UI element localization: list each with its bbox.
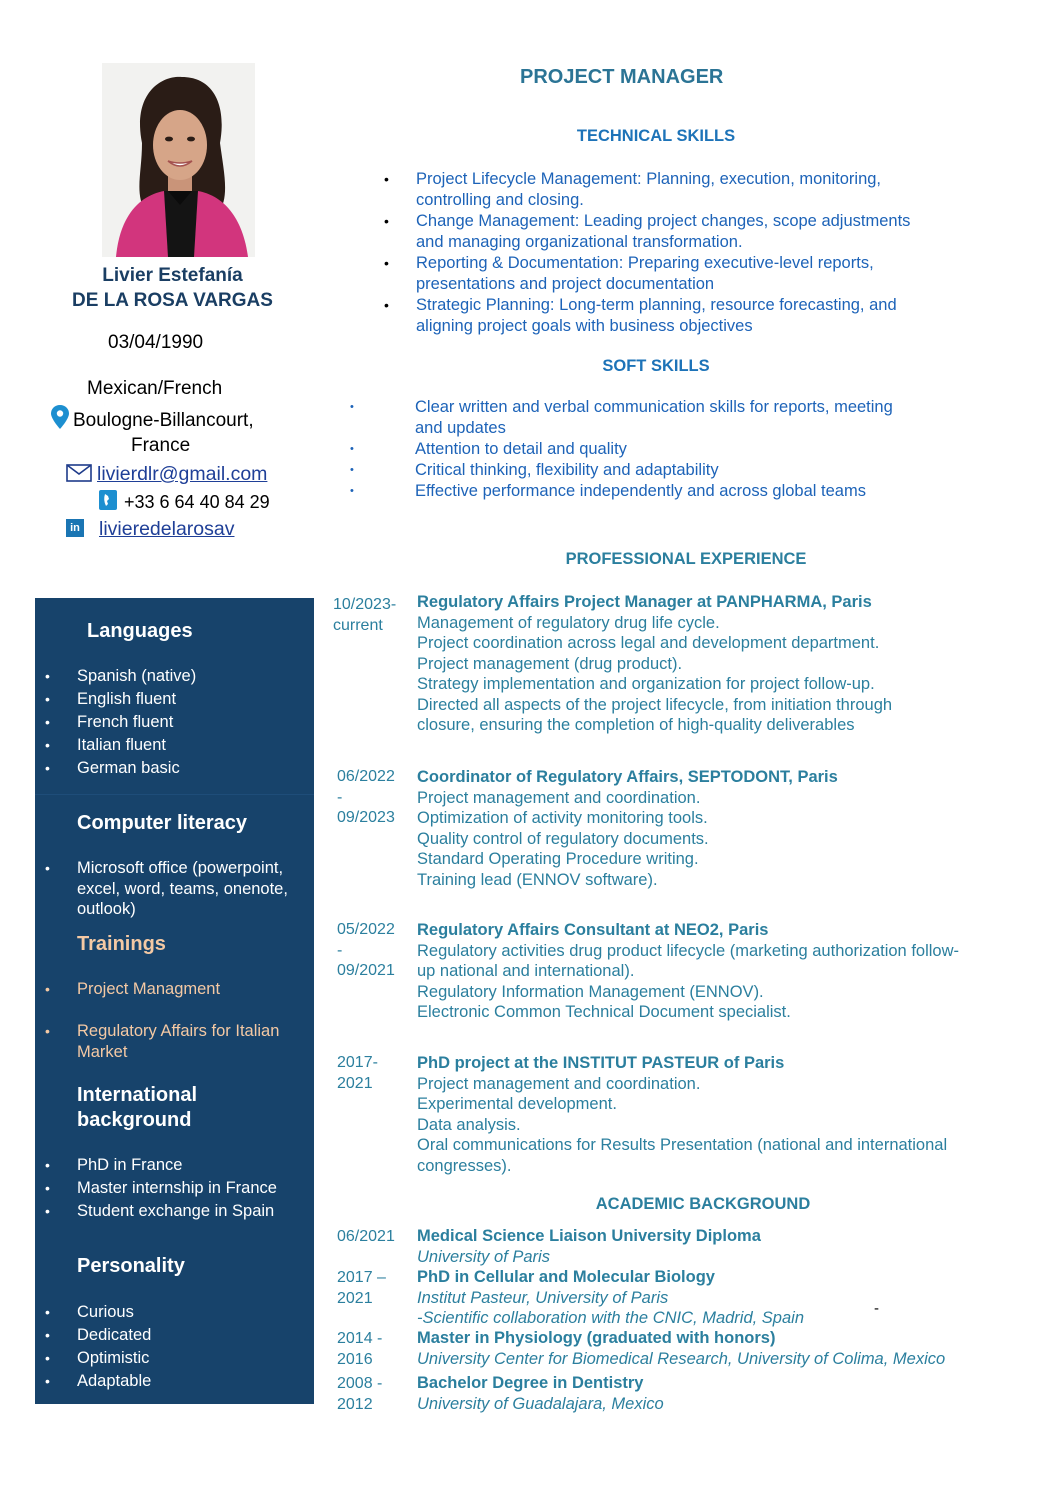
list-item: • Spanish (native) [35,665,314,688]
international-list [35,1154,314,1223]
academic-entry [417,1267,1007,1329]
list-item: • English fluent [35,688,314,711]
academic-line: University Center for Biomedical Research, University of Colima, Mexico [417,1349,946,1368]
date-line: 2017- [337,1054,378,1071]
bullet: • [384,297,389,313]
date-line: 2021 [337,1290,373,1307]
stray-mark: - [874,1300,879,1317]
list-item [382,211,972,253]
experience-entry [417,920,1007,1023]
academic-title: Medical Science Liaison University Diploma [417,1227,761,1245]
experience-line: Quality control of regulatory documents. [417,829,709,848]
list-item [382,169,972,211]
linkedin-link[interactable]: livieredelarosav [99,518,235,540]
phone-number: +33 6 64 40 84 29 [124,492,270,512]
sidebar [35,598,314,1404]
experience-line: Regulatory activities drug product lifecycle (marketing authorization follow- [417,941,959,960]
list-item: • French fluent [35,711,314,734]
list-item-line: excel, word, teams, onenote, [77,879,288,898]
list-item: • Master internship in France [35,1177,314,1200]
date-line: 06/2022 [337,768,395,785]
academic-title: PhD in Cellular and Molecular Biology [417,1268,715,1286]
last-name: DE LA ROSA VARGAS [72,290,273,311]
date-line: 2021 [337,1074,373,1092]
date-line: 2016 [337,1351,373,1368]
list-item [350,439,990,460]
list-item-line: controlling and closing. [416,191,584,209]
experience-date [337,1053,378,1094]
first-name: Livier Estefanía [102,265,243,286]
list-item-line: Reporting & Documentation: Preparing executive-level reports, [416,254,874,272]
list-item-line: and updates [415,419,506,437]
experience-line: Project management and coordination. [417,788,701,807]
experience-entry [417,767,1007,890]
date-line: 2008 - [337,1375,383,1392]
bullet: • [350,401,354,413]
date-line: 09/2023 [337,809,395,826]
list-item [35,1021,314,1062]
date-line: 2012 [337,1396,373,1413]
bullet: • [350,443,354,455]
academic-line: University of Paris [417,1247,550,1266]
experience-date [337,920,395,982]
envelope-icon [66,464,92,487]
academic-date [337,1373,382,1415]
experience-line: Optimization of activity monitoring tools. [417,809,708,827]
location-city: Boulogne-Billancourt, [73,410,254,431]
date-line: - [337,941,343,959]
experience-line: Regulatory Information Management (ENNOV). [417,982,764,1001]
computer-literacy-heading: Computer literacy [77,812,248,834]
list-item-line: Change Management: Leading project changes, scope adjustments [416,212,911,230]
list-item-line: Market [77,1042,128,1061]
experience-line: Strategy implementation and organization for project follow-up. [417,675,875,693]
list-item [350,460,990,481]
personality-heading: Personality [77,1255,185,1277]
divider [35,794,314,795]
date-line: 2017 – [337,1269,386,1286]
experience-entry [417,592,1007,736]
list-item [382,253,972,295]
experience-line: Data analysis. [417,1115,521,1134]
list-item [350,481,990,502]
bullet: • [384,213,389,229]
date-line: 05/2022 [337,921,395,938]
date-line: 10/2023- [333,596,397,613]
list-item: • Project Managment [35,978,314,1001]
list-item-line: Critical thinking, flexibility and adaptability [415,461,719,479]
personality-list [35,1301,314,1393]
academic-entry [417,1226,1007,1267]
list-item-line: Strategic Planning: Long-term planning, resource forecasting, and [416,296,897,314]
academic-heading: ACADEMIC BACKGROUND [595,1195,811,1213]
list-item [35,858,314,920]
heading-line: background [77,1109,192,1131]
list-item-line: outlook) [77,900,136,918]
list-item: • PhD in France [35,1154,314,1177]
soft-skills-list [350,397,990,502]
languages-list [35,665,314,780]
academic-entry [417,1328,1007,1369]
experience-title: Regulatory Affairs Consultant at NEO2, Paris [417,921,769,939]
experience-line: Standard Operating Procedure writing. [417,850,699,868]
experience-line: Electronic Common Technical Document specialist. [417,1003,791,1021]
experience-entry [417,1053,1007,1176]
list-item-line: presentations and project documentation [416,275,715,293]
nationality: Mexican/French [87,378,223,399]
experience-line: up national and international). [417,962,635,980]
technical-skills-list [382,169,972,337]
soft-skills-heading: SOFT SKILLS [602,357,710,375]
experience-line: Experimental development. [417,1095,617,1113]
list-item-line: • Microsoft office (powerpoint, [77,859,284,877]
job-title: PROJECT MANAGER [520,66,724,88]
languages-heading: Languages [87,620,193,642]
experience-line: Oral communications for Results Presentation (national and international [417,1136,948,1154]
experience-date [337,767,395,829]
date-line: 06/2021 [337,1228,395,1245]
profile-photo [102,63,255,257]
list-item [350,397,990,439]
experience-line: closure, ensuring the completion of high-quality deliverables [417,716,855,734]
linkedin-icon: in [66,519,84,537]
trainings-list [35,1021,314,1062]
experience-line: Project coordination across legal and development department. [417,634,880,652]
list-item-line: and managing organizational transformation. [416,233,743,251]
experience-line: Directed all aspects of the project lifecycle, from initiation through [417,695,893,714]
experience-title: Coordinator of Regulatory Affairs, SEPTODONT, Paris [417,768,838,786]
experience-line: congresses). [417,1156,512,1175]
list-item: • Italian fluent [35,734,314,757]
list-item-line: • Regulatory Affairs for Italian [77,1022,280,1040]
heading-line: International [77,1084,198,1106]
academic-line: University of Guadalajara, Mexico [417,1394,664,1413]
bullet: • [350,485,354,497]
academic-date [337,1226,395,1247]
list-item: • Optimistic [35,1347,314,1370]
trainings-heading: Trainings [77,933,166,955]
academic-date [337,1328,382,1370]
experience-line: Project management and coordination. [417,1074,701,1093]
experience-title: Regulatory Affairs Project Manager at PANPHARMA, Paris [417,593,872,611]
experience-title: PhD project at the INSTITUT PASTEUR of Paris [417,1054,785,1072]
academic-entry [417,1373,1007,1414]
date-line: - [337,788,343,806]
date-line: 2014 - [337,1330,383,1347]
academic-title: Bachelor Degree in Dentistry [417,1374,644,1392]
list-item-line: aligning project goals with business objectives [416,317,753,335]
list-item-line: Clear written and verbal communication skills for reports, meeting [415,398,893,416]
date-line: current [333,617,383,634]
academic-title: Master in Physiology (graduated with honors) [417,1329,776,1347]
date-line: 09/2021 [337,962,395,979]
bullet: • [384,171,389,187]
list-item-line: Project Lifecycle Management: Planning, execution, monitoring, [416,170,882,188]
bullet: • [384,255,389,271]
birth-date: 03/04/1990 [108,332,204,353]
phone-icon [99,490,117,515]
experience-heading: PROFESSIONAL EXPERIENCE [565,550,807,568]
trainings-list [35,978,314,1001]
experience-line: Management of regulatory drug life cycle. [417,613,720,632]
list-item: • German basic [35,757,314,780]
technical-skills-heading: TECHNICAL SKILLS [576,127,736,145]
bullet: • [350,464,354,476]
location-pin-icon [51,405,69,434]
list-item: • Adaptable [35,1370,314,1393]
list-item [382,295,972,337]
location-country: France [131,435,191,456]
experience-date [333,594,396,636]
experience-line: Training lead (ENNOV software). [417,870,658,889]
academic-line: Institut Pasteur, University of Paris [417,1288,669,1307]
email-link[interactable]: livierdlr@gmail.com [97,463,268,485]
list-item-line: Attention to detail and quality [415,440,627,458]
list-item: • Curious [35,1301,314,1324]
academic-line: -Scientific collaboration with the CNIC, Madrid, Spain [417,1309,805,1327]
list-item-line: Effective performance independently and across global teams [415,482,866,500]
experience-line: Project management (drug product). [417,654,683,673]
list-item: • Student exchange in Spain [35,1200,314,1223]
computer-literacy-list [35,858,314,920]
academic-date [337,1267,386,1309]
international-heading [77,1083,197,1133]
list-item: • Dedicated [35,1324,314,1347]
